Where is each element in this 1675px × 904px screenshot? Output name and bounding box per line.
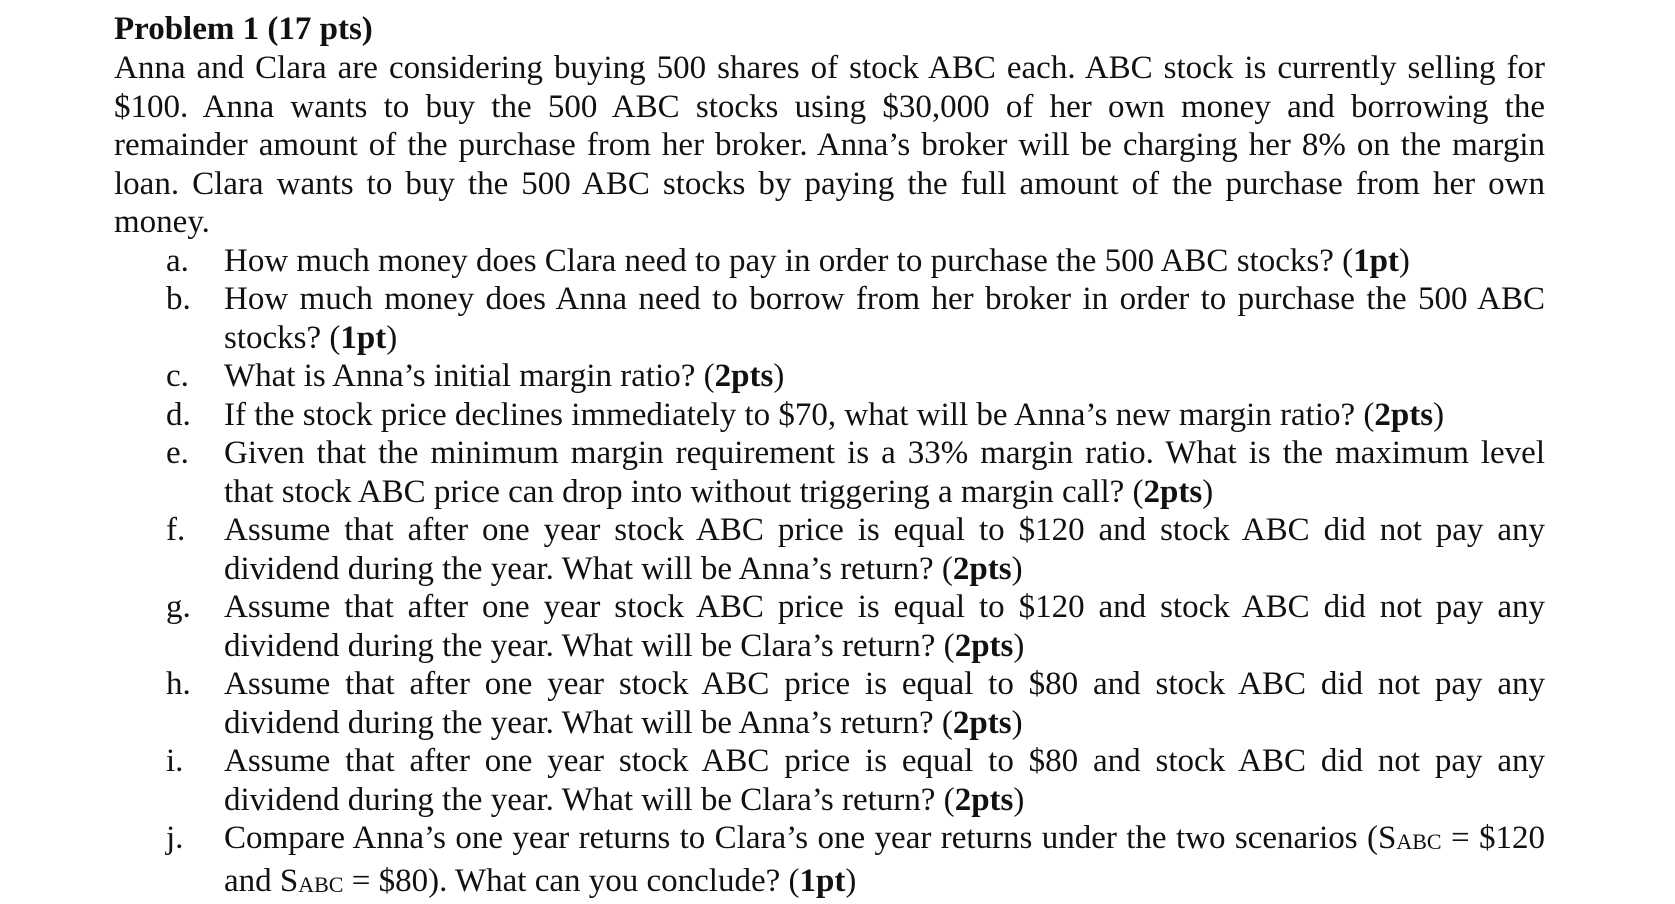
question-points: 2pts bbox=[715, 358, 774, 394]
problem-title: Problem 1 (17 pts) bbox=[114, 10, 1545, 49]
question-close-paren: ) bbox=[386, 320, 397, 356]
question-letter: e. bbox=[166, 434, 206, 473]
question-a bbox=[114, 242, 1545, 281]
question-text: Given that the minimum margin requirement is a 33% margin ratio. What is the maximum level that stock ABC price can drop into without triggering a margin call? ( bbox=[224, 435, 1545, 510]
question-text: Compare Anna’s one year returns to Clara’s one year returns under the two scenarios (S bbox=[224, 820, 1396, 856]
question-h bbox=[114, 665, 1545, 742]
question-text: How much money does Anna need to borrow from her broker in order to purchase the 500 ABC stocks? ( bbox=[224, 281, 1545, 356]
question-text: Assume that after one year stock ABC price is equal to $80 and stock ABC did not pay any dividend during the year. What will be Anna’s return? ( bbox=[224, 666, 1545, 741]
question-text: Assume that after one year stock ABC price is equal to $120 and stock ABC did not pay any dividend during the year. What will be Clara’s return? ( bbox=[224, 589, 1545, 664]
question-points: 1pt bbox=[340, 320, 386, 356]
subscript-abc: ABC bbox=[298, 872, 343, 897]
question-close-paren: ) bbox=[1433, 397, 1444, 433]
question-text: What is Anna’s initial margin ratio? ( bbox=[224, 358, 715, 394]
question-f bbox=[114, 511, 1545, 588]
question-letter: h. bbox=[166, 665, 206, 704]
question-close-paren: ) bbox=[1012, 705, 1023, 741]
question-points: 1pt bbox=[1353, 243, 1399, 279]
question-letter: a. bbox=[166, 242, 206, 281]
question-d bbox=[114, 396, 1545, 435]
question-points: 2pts bbox=[955, 628, 1014, 664]
question-points: 2pts bbox=[1144, 474, 1203, 510]
question-close-paren: ) bbox=[773, 358, 784, 394]
question-g bbox=[114, 588, 1545, 665]
question-close-paren: ) bbox=[845, 863, 856, 899]
question-points: 2pts bbox=[955, 782, 1014, 818]
question-i bbox=[114, 742, 1545, 819]
question-close-paren: ) bbox=[1013, 628, 1024, 664]
question-close-paren: ) bbox=[1399, 243, 1410, 279]
question-letter: g. bbox=[166, 588, 206, 627]
problem-intro: Anna and Clara are considering buying 500 shares of stock ABC each. ABC stock is currently selling for $100. Anna wants to buy the 500 ABC stocks using $30,000 of her own money and borrowing the remainder amount of the purchase from her broker. Anna’s broker will be charging her 8% on the margin loan. Clara wants to buy the 500 ABC stocks by paying the full amount of the purchase from her own money. bbox=[114, 49, 1545, 242]
question-letter: f. bbox=[166, 511, 206, 550]
question-letter: c. bbox=[166, 357, 206, 396]
question-text: If the stock price declines immediately to $70, what will be Anna’s new margin ratio? ( bbox=[224, 397, 1374, 433]
question-j bbox=[114, 819, 1545, 904]
question-text: = $120 and S bbox=[224, 820, 1545, 899]
question-list bbox=[114, 242, 1545, 904]
question-e bbox=[114, 434, 1545, 511]
question-letter: i. bbox=[166, 742, 206, 781]
question-text: Assume that after one year stock ABC price is equal to $80 and stock ABC did not pay any dividend during the year. What will be Clara’s return? ( bbox=[224, 743, 1545, 818]
question-text: How much money does Clara need to pay in order to purchase the 500 ABC stocks? ( bbox=[224, 243, 1353, 279]
question-close-paren: ) bbox=[1012, 551, 1023, 587]
question-points: 1pt bbox=[800, 863, 846, 899]
question-b bbox=[114, 280, 1545, 357]
question-close-paren: ) bbox=[1013, 782, 1024, 818]
question-points: 2pts bbox=[1374, 397, 1433, 433]
question-close-paren: ) bbox=[1202, 474, 1213, 510]
question-letter: j. bbox=[166, 819, 206, 858]
question-text: Assume that after one year stock ABC price is equal to $120 and stock ABC did not pay any dividend during the year. What will be Anna’s return? ( bbox=[224, 512, 1545, 587]
question-points: 2pts bbox=[953, 551, 1012, 587]
question-c bbox=[114, 357, 1545, 396]
question-letter: b. bbox=[166, 280, 206, 319]
question-letter: d. bbox=[166, 396, 206, 435]
subscript-abc: ABC bbox=[1396, 829, 1441, 854]
question-text: = $80). What can you conclude? ( bbox=[344, 863, 800, 899]
question-points: 2pts bbox=[953, 705, 1012, 741]
